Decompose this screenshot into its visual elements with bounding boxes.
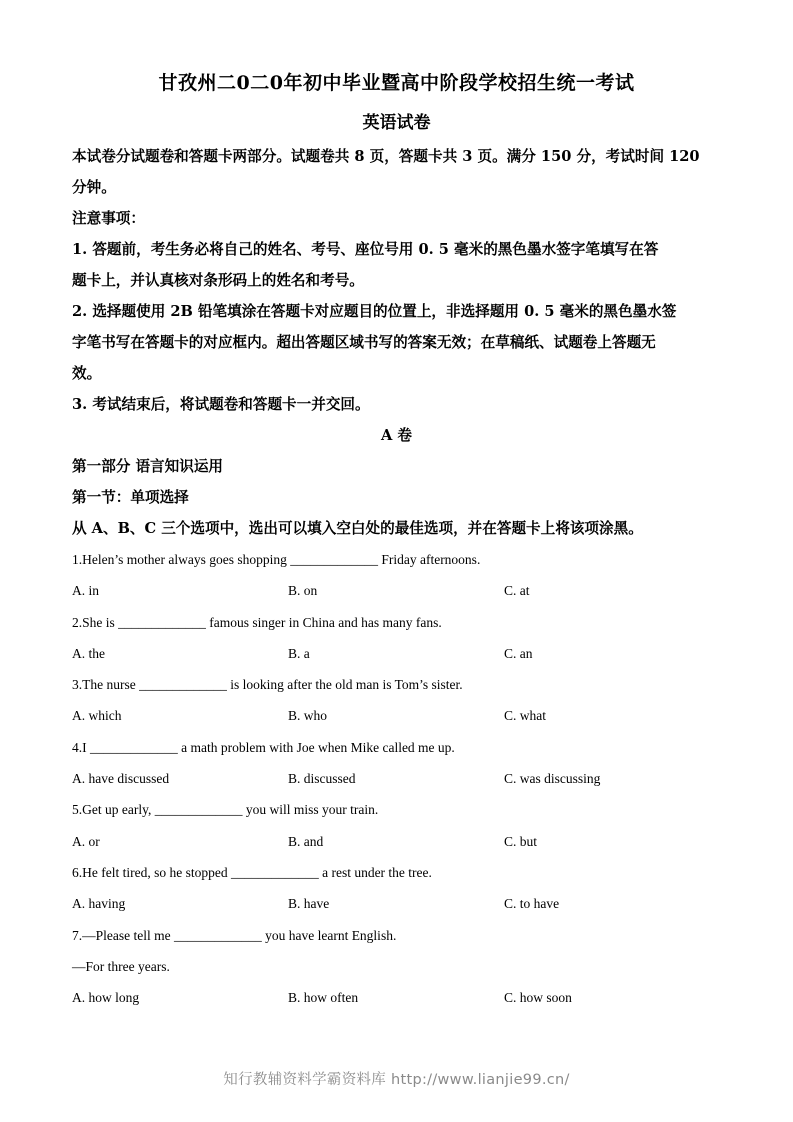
option-b: B. have	[288, 896, 330, 912]
question-6-options	[72, 888, 721, 919]
option-a: A. have discussed	[72, 771, 170, 787]
option-c: C. at	[504, 583, 530, 599]
option-a: A. the	[72, 645, 105, 661]
option-b: B. who	[288, 708, 328, 724]
question-2-stem: 2.She is _____________ famous singer in China and has many fans.	[72, 614, 442, 630]
option-c: C. how soon	[504, 990, 572, 1006]
option-a: A. or	[72, 833, 100, 849]
option-a: A. which	[72, 708, 122, 724]
question-3-stem: 3.The nurse _____________ is looking after the old man is Tom’s sister.	[72, 677, 463, 693]
directions: 从 A、B、C 三个选项中，选出可以填入空白处的最佳选项，并在答题卡上将该项涂黑。	[72, 520, 643, 537]
question-5-options	[72, 826, 721, 857]
question-3-options	[72, 700, 721, 731]
intro-line-2: 分钟。	[72, 179, 116, 196]
option-b: B. discussed	[288, 771, 356, 787]
question-2-options	[72, 638, 721, 669]
option-a: A. in	[72, 583, 99, 599]
part-heading: 第一部分 语言知识运用	[72, 458, 224, 475]
note-2-line-1: 2. 选择题使用 2B 铅笔填涂在答题卡对应题目的位置上，非选择题用 0. 5 毫米的黑色墨水签	[72, 303, 677, 320]
question-1-options	[72, 575, 721, 606]
notes-heading: 注意事项：	[72, 210, 145, 227]
option-c: C. to have	[504, 896, 560, 912]
option-c: C. but	[504, 833, 538, 849]
exam-subtitle: 英语试卷	[362, 113, 431, 133]
question-1-stem: 1.Helen’s mother always goes shopping _____________ Friday afternoons.	[72, 552, 481, 567]
option-c: C. was discussing	[504, 771, 601, 787]
question-7-response: —For three years.	[72, 958, 170, 974]
note-1-line-1: 1. 答题前，考生务必将自己的姓名、考号、座位号用 0. 5 毫米的黑色墨水签字笔填写在答	[72, 241, 659, 258]
volume-heading: A 卷	[381, 427, 412, 444]
option-b: B. how often	[288, 990, 359, 1006]
note-2-line-2: 字笔书写在答题卡的对应框内。超出答题区域书写的答案无效；在草稿纸、试题卷上答题无	[72, 334, 656, 351]
note-2-line-3: 效。	[72, 365, 102, 382]
question-7-options	[72, 982, 721, 1013]
option-b: B. on	[288, 583, 318, 599]
question-4-stem: 4.I _____________ a math problem with Joe when Mike called me up.	[72, 739, 455, 755]
subsection-heading: 第一节：单项选择	[72, 489, 189, 506]
question-5-stem: 5.Get up early, _____________ you will miss your train.	[72, 802, 379, 818]
footer-watermark: 知行教辅资料学霸资料库 http://www.lianjie99.cn/	[223, 1072, 570, 1088]
option-a: A. how long	[72, 990, 140, 1006]
note-1-line-2: 题卡上，并认真核对条形码上的姓名和考号。	[72, 272, 364, 289]
option-c: C. what	[504, 708, 546, 724]
option-a: A. having	[72, 896, 126, 912]
option-b: B. and	[288, 833, 324, 849]
option-c: C. an	[504, 645, 533, 661]
note-3: 3. 考试结束后，将试题卷和答题卡一并交回。	[72, 396, 370, 413]
option-b: B. a	[288, 645, 310, 661]
exam-title: 甘孜州二0二0年初中毕业暨高中阶段学校招生统一考试	[158, 72, 635, 94]
question-6-stem: 6.He felt tired, so he stopped _____________ a rest under the tree.	[72, 864, 432, 880]
intro-line-1: 本试卷分试题卷和答题卡两部分。试题卷共 8 页，答题卡共 3 页。满分 150 分，考试时间 120	[72, 148, 700, 165]
question-4-options	[72, 763, 721, 794]
question-7-stem: 7.—Please tell me _____________ you have learnt English.	[72, 927, 397, 943]
